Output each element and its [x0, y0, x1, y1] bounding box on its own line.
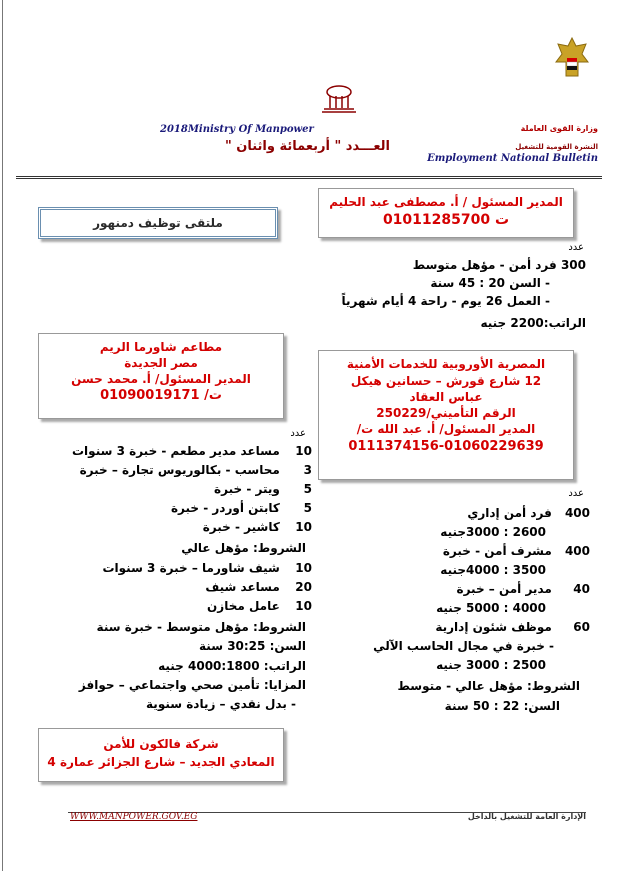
right-job-3	[457, 582, 591, 596]
euro-name: المصرية الأوروبية للخدمات الأمنية	[346, 357, 546, 371]
left-age: السن: 30:25 سنة	[199, 639, 306, 653]
issue-number: العـــدد " أربعمائة واثنان "	[224, 139, 390, 154]
job-title: فرد أمن إداري	[467, 506, 552, 520]
manager1-box	[318, 188, 574, 238]
shawarma-box	[38, 333, 284, 419]
job-title: مساعد شيف	[205, 580, 280, 594]
job-count: 5	[303, 482, 312, 496]
shawarma-area: مصر الجديدة	[124, 356, 198, 370]
right-job-3-detail: 4000 : 5000 جنيه	[436, 601, 546, 615]
bulletin-logo-icon	[320, 82, 358, 114]
left-job-6	[102, 561, 312, 575]
left-job-1	[72, 444, 312, 458]
count-label-2: عدد	[568, 488, 584, 499]
left-job-5	[203, 520, 312, 534]
left-benefits-1: المزايا: تأمين صحي واجتماعي – حوافز	[78, 678, 306, 692]
damanhour-title: ملتقى توظيف دمنهور	[93, 216, 223, 230]
ministry-name-ar: وزارة القوى العاملة	[520, 124, 598, 133]
left-job-2	[80, 463, 312, 477]
job-title: كاشير - خبرة	[202, 520, 280, 534]
job-title: مشرف أمن - خبرة	[442, 544, 552, 558]
manager1-phone: ت 01011285700	[382, 212, 510, 228]
job-title: مدير أمن – خبرة	[456, 582, 552, 596]
ministry-name-en: 2018Ministry Of Manpower	[160, 124, 314, 135]
job-security-300: 300 فرد أمن - مؤهل متوسط	[412, 258, 586, 272]
left-conditions-b: الشروط: مؤهل متوسط - خبرة سنة	[96, 620, 306, 634]
job-count: 60	[573, 620, 590, 634]
falcon-box	[38, 728, 284, 782]
job-count: 10	[295, 444, 312, 458]
job-count: 400	[564, 506, 590, 520]
job-security-salary: الراتب:2200 جنيه	[480, 316, 586, 330]
right-job-1-detail: 2600 : 3000جنيه	[440, 525, 546, 539]
left-benefits-2: - بدل نقدي – زيادة سنوية	[146, 697, 296, 711]
job-count: 400	[564, 544, 590, 558]
right-job-4	[435, 620, 590, 634]
right-job-2	[443, 544, 590, 558]
job-title: كابتن أوردر - خبرة	[170, 501, 280, 515]
euro-security-box	[318, 350, 574, 480]
euro-address2: عباس العقاد	[409, 390, 483, 404]
job-title: مساعد مدير مطعم - خبرة 3 سنوات	[72, 444, 280, 458]
count-label-left: عدد	[290, 428, 306, 439]
job-title: موظف شئون إدارية	[435, 620, 552, 634]
job-count: 5	[303, 501, 312, 515]
falcon-address: المعادي الجديد – شارع الجزائر عمارة 4	[47, 755, 275, 769]
count-label-1: عدد	[568, 242, 584, 253]
footer-department: الإدارة العامة للتشغيل بالداخل	[467, 812, 586, 821]
euro-insurance: الرقم التأميني/250229	[376, 406, 516, 420]
job-count: 40	[573, 582, 590, 596]
job-title: شيف شاورما – خبرة 3 سنوات	[102, 561, 280, 575]
job-count: 10	[295, 520, 312, 534]
left-job-3	[214, 482, 312, 496]
job-count: 20	[295, 580, 312, 594]
header-right	[427, 124, 598, 164]
falcon-name: شركة فالكون للأمن	[103, 737, 219, 751]
right-job-4-salary: 2500 : 3000 جنيه	[436, 658, 546, 672]
euro-manager: المدير المسئول/ أ. عبد الله ت/	[356, 422, 536, 436]
euro-address1: 12 شارع قورش – حسانين هيكل	[350, 374, 542, 388]
right-job-4-detail: - خبرة في مجال الحاسب الآلي	[373, 639, 554, 653]
left-job-8	[207, 599, 312, 613]
job-count: 10	[295, 561, 312, 575]
header-left	[160, 124, 390, 154]
shawarma-name: مطاعم شاورما الريم	[99, 340, 223, 354]
left-conditions-a: الشروط: مؤهل عالي	[181, 541, 306, 555]
manager1-name: المدير المسئول / أ. مصطفى عبد الحليم	[329, 195, 563, 209]
left-job-7	[205, 580, 312, 594]
damanhour-box	[38, 207, 278, 239]
footer-url[interactable]: WWW.MANPOWER.GOV.EG	[70, 812, 198, 822]
job-count: 3	[303, 463, 312, 477]
shawarma-phone: ت/ 01090019171	[100, 388, 222, 403]
shawarma-manager: المدير المسئول/ أ. محمد حسن	[71, 372, 251, 386]
job-title: محاسب - بكالوريوس تجارة – خبرة	[79, 463, 280, 477]
bulletin-name-ar: النشرة القومية للتشغيل	[515, 143, 598, 151]
egypt-emblem-icon	[552, 36, 592, 82]
euro-phones: 0111374156-01060229639	[348, 439, 544, 454]
job-title: عامل مخازن	[207, 599, 280, 613]
left-salary: الراتب: 4000:1800 جنيه	[158, 659, 306, 673]
right-job-1	[467, 506, 590, 520]
right-conditions: الشروط: مؤهل عالي - متوسط	[397, 679, 580, 693]
right-age: السن: 22 : 50 سنة	[444, 699, 560, 713]
job-security-work: - العمل 26 يوم - راحة 4 أيام شهرياً	[341, 294, 550, 308]
right-job-2-detail: 3500 : 4000جنيه	[440, 563, 546, 577]
job-count: 10	[295, 599, 312, 613]
job-security-age: - السن 20 : 45 سنة	[430, 276, 550, 290]
header-divider	[16, 176, 602, 179]
job-title: ويتر - خبرة	[214, 482, 280, 496]
left-job-4	[171, 501, 312, 515]
bulletin-name-en: Employment National Bulletin	[427, 153, 598, 164]
